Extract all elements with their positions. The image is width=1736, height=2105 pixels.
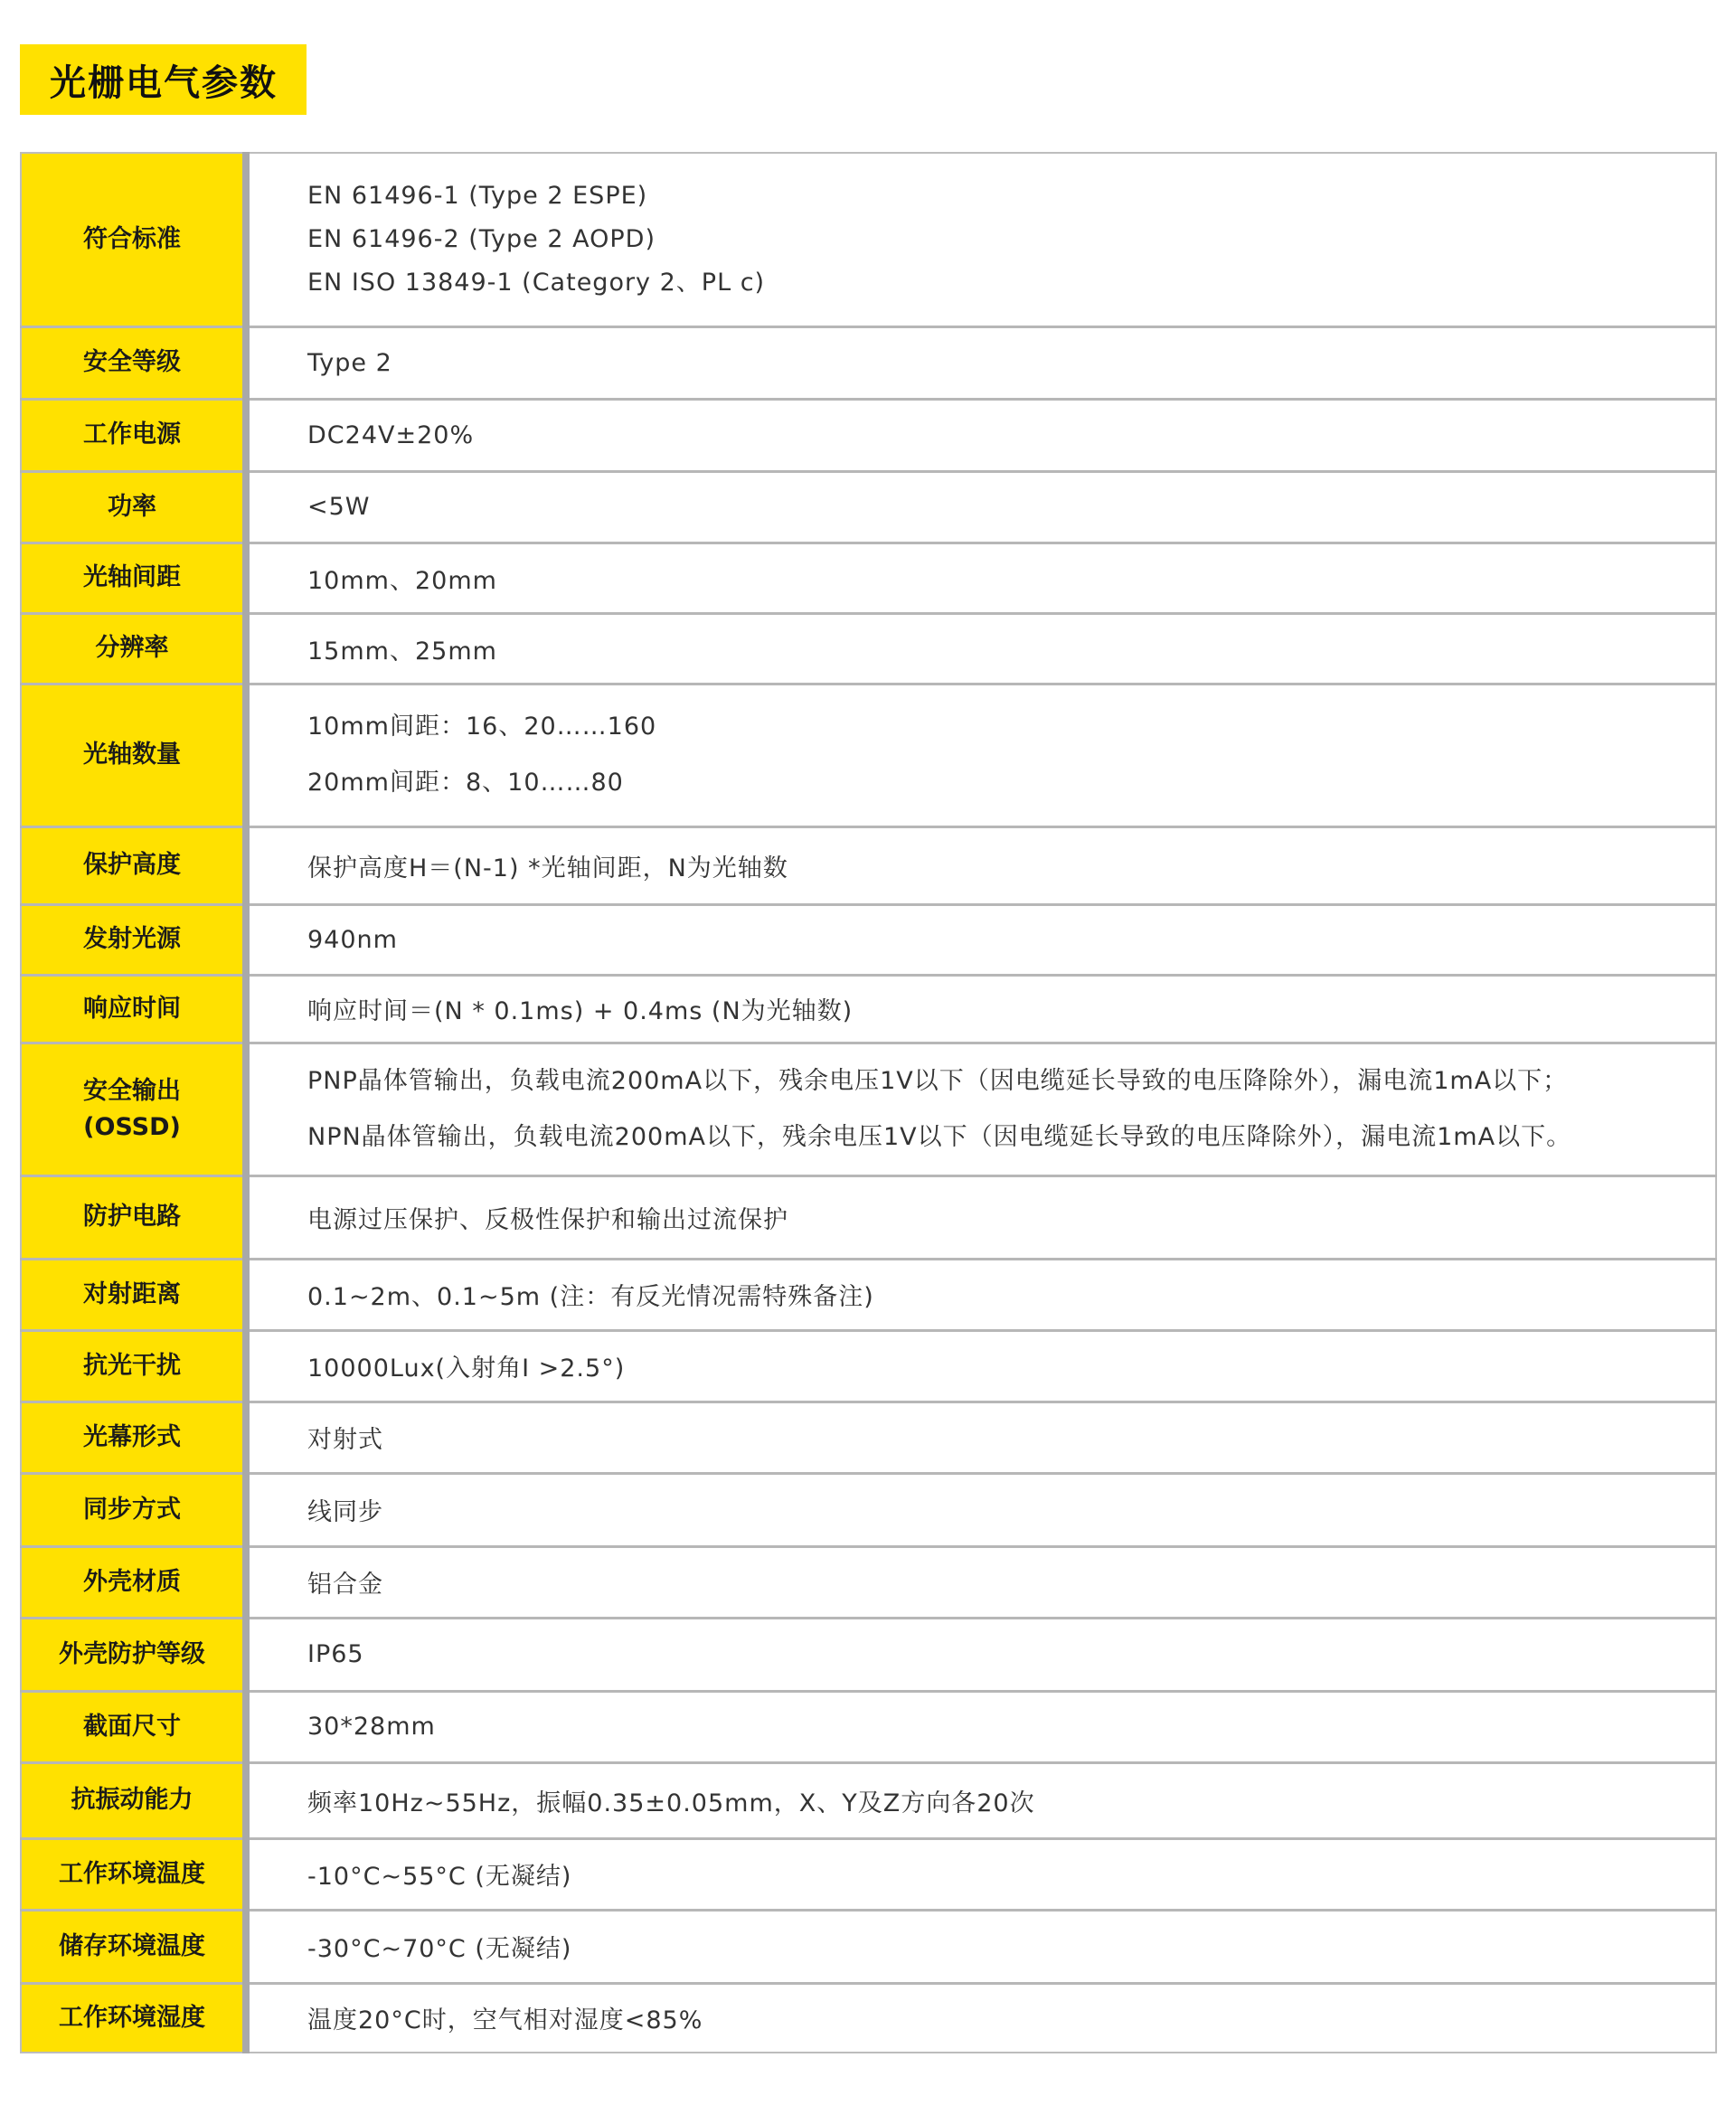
spec-label-text: 光幕形式 <box>83 1422 181 1451</box>
spec-value <box>246 1259 1716 1330</box>
spec-value <box>246 613 1716 684</box>
spec-label-text: 抗光干扰 <box>83 1351 181 1380</box>
spec-label-text: 截面尺寸 <box>83 1712 181 1741</box>
spec-label <box>21 1043 246 1175</box>
spec-value-text: DC24V±20% <box>307 420 475 449</box>
spec-label-text: 功率 <box>108 492 156 521</box>
spec-value-text: -10°C~55°C (无凝结) <box>307 1863 572 1891</box>
spec-label <box>21 1402 246 1473</box>
spec-value-text: 0.1~2m、0.1~5m (注：有反光情况需特殊备注) <box>307 1283 874 1311</box>
spec-row <box>21 826 1716 904</box>
spec-value-text: PNP晶体管输出，负载电流200mA以下，残余电压1V以下（因电缆延长导致的电压降除外），漏电流1mA以下； <box>307 1066 1569 1095</box>
spec-value-text: 电源过压保护、反极性保护和输出过流保护 <box>307 1205 788 1234</box>
spec-value <box>246 1762 1716 1838</box>
spec-label-text: 储存环境温度 <box>59 1931 205 1960</box>
spec-value <box>246 399 1716 471</box>
spec-label-text: (OSSD) <box>83 1112 181 1141</box>
spec-value-text: 温度20°C时，空气相对湿度<85% <box>307 2006 703 2035</box>
spec-table-body <box>21 153 1716 2053</box>
spec-row <box>21 1691 1716 1762</box>
spec-row <box>21 1546 1716 1618</box>
spec-value <box>246 1043 1716 1175</box>
spec-label-text: 分辨率 <box>95 634 169 662</box>
spec-value <box>246 1175 1716 1259</box>
spec-value-text: 940nm <box>307 925 398 954</box>
spec-label-text: 工作环境温度 <box>59 1859 205 1888</box>
spec-label-text: 对射距离 <box>83 1279 181 1308</box>
spec-label-text: 工作电源 <box>83 420 181 448</box>
spec-label-text: 安全等级 <box>83 348 181 376</box>
spec-value-text: EN ISO 13849-1 (Category 2、PL c) <box>307 268 766 297</box>
spec-label <box>21 904 246 975</box>
spec-row <box>21 613 1716 684</box>
spec-row <box>21 543 1716 613</box>
spec-label-text: 符合标准 <box>83 224 181 253</box>
spec-value <box>246 471 1716 543</box>
spec-row <box>21 1910 1716 1983</box>
spec-row <box>21 1175 1716 1259</box>
spec-row <box>21 1402 1716 1473</box>
spec-row <box>21 1473 1716 1546</box>
spec-value <box>246 1983 1716 2053</box>
spec-row <box>21 153 1716 326</box>
spec-row <box>21 471 1716 543</box>
spec-label-text: 发射光源 <box>83 925 181 953</box>
spec-label <box>21 543 246 613</box>
spec-label <box>21 826 246 904</box>
section-title: 光栅电气参数 <box>50 61 278 104</box>
spec-value-text: 线同步 <box>307 1498 383 1526</box>
spec-label <box>21 1762 246 1838</box>
spec-value <box>246 1473 1716 1546</box>
spec-value <box>246 543 1716 613</box>
spec-label-text: 同步方式 <box>83 1495 181 1524</box>
spec-row <box>21 684 1716 826</box>
spec-value-text: 对射式 <box>307 1426 383 1454</box>
spec-label-text: 光轴间距 <box>83 563 181 591</box>
spec-value-text: <5W <box>307 493 371 521</box>
spec-row <box>21 1618 1716 1691</box>
spec-label-text: 安全输出 <box>83 1076 181 1105</box>
spec-value-text: 10mm、20mm <box>307 566 497 595</box>
spec-value <box>246 1330 1716 1402</box>
spec-value-text: 10000Lux(入射角I >2.5°) <box>307 1355 626 1383</box>
spec-value <box>246 684 1716 826</box>
spec-label-text: 防护电路 <box>83 1203 181 1231</box>
spec-label <box>21 1691 246 1762</box>
spec-row <box>21 975 1716 1043</box>
spec-value-text: EN 61496-1 (Type 2 ESPE) <box>307 181 648 210</box>
spec-label <box>21 1259 246 1330</box>
spec-value-text: -30°C~70°C (无凝结) <box>307 1935 572 1963</box>
spec-value-text: 保护高度H＝(N-1) *光轴间距，N为光轴数 <box>307 854 788 883</box>
spec-value-text: 响应时间＝(N * 0.1ms) + 0.4ms (N为光轴数) <box>307 997 854 1025</box>
spec-value <box>246 904 1716 975</box>
spec-label <box>21 1983 246 2053</box>
spec-label <box>21 975 246 1043</box>
spec-value-text: 30*28mm <box>307 1713 436 1741</box>
spec-label <box>21 326 246 399</box>
spec-label-text: 外壳防护等级 <box>59 1639 205 1668</box>
spec-row <box>21 326 1716 399</box>
spec-row <box>21 1838 1716 1910</box>
spec-label <box>21 1330 246 1402</box>
spec-value-text: EN 61496-2 (Type 2 AOPD) <box>307 224 656 253</box>
spec-value-text: 20mm间距：8、10……80 <box>307 769 624 797</box>
spec-row <box>21 904 1716 975</box>
spec-label <box>21 684 246 826</box>
spec-label-text: 响应时间 <box>83 994 181 1023</box>
spec-row <box>21 1043 1716 1175</box>
spec-label <box>21 1838 246 1910</box>
spec-label-text: 工作环境湿度 <box>59 2003 205 2032</box>
spec-value-text: 15mm、25mm <box>307 637 497 665</box>
spec-label <box>21 1546 246 1618</box>
spec-row <box>21 1762 1716 1838</box>
spec-value-text: IP65 <box>307 1640 364 1668</box>
spec-row <box>21 399 1716 471</box>
spec-value <box>246 826 1716 904</box>
spec-label-text: 抗振动能力 <box>71 1786 193 1814</box>
spec-value <box>246 1910 1716 1983</box>
spec-label-text: 保护高度 <box>83 851 181 879</box>
spec-row <box>21 1983 1716 2053</box>
spec-value <box>246 1402 1716 1473</box>
spec-row <box>21 1259 1716 1330</box>
spec-value-text: 频率10Hz~55Hz，振幅0.35±0.05mm，X、Y及Z方向各20次 <box>307 1789 1035 1817</box>
spec-value <box>246 1691 1716 1762</box>
spec-value-text: 10mm间距：16、20……160 <box>307 713 657 741</box>
spec-label <box>21 153 246 326</box>
spec-value <box>246 1546 1716 1618</box>
spec-row <box>21 1330 1716 1402</box>
spec-label-text: 光轴数量 <box>83 741 181 769</box>
spec-label <box>21 1473 246 1546</box>
spec-label <box>21 471 246 543</box>
spec-value <box>246 153 1716 326</box>
spec-label <box>21 1175 246 1259</box>
spec-value-text: Type 2 <box>307 348 392 377</box>
spec-label <box>21 1618 246 1691</box>
spec-value <box>246 1838 1716 1910</box>
spec-value <box>246 975 1716 1043</box>
spec-label <box>21 399 246 471</box>
section-title-banner <box>20 44 307 115</box>
spec-table <box>20 152 1717 2053</box>
spec-label <box>21 1910 246 1983</box>
spec-value-text: 铝合金 <box>307 1571 383 1599</box>
spec-label-text: 外壳材质 <box>83 1567 181 1596</box>
spec-value <box>246 1618 1716 1691</box>
spec-value <box>246 326 1716 399</box>
spec-label <box>21 613 246 684</box>
spec-value-text: NPN晶体管输出，负载电流200mA以下，残余电压1V以下（因电缆延长导致的电压降除外），漏电流1mA以下。 <box>307 1122 1572 1151</box>
